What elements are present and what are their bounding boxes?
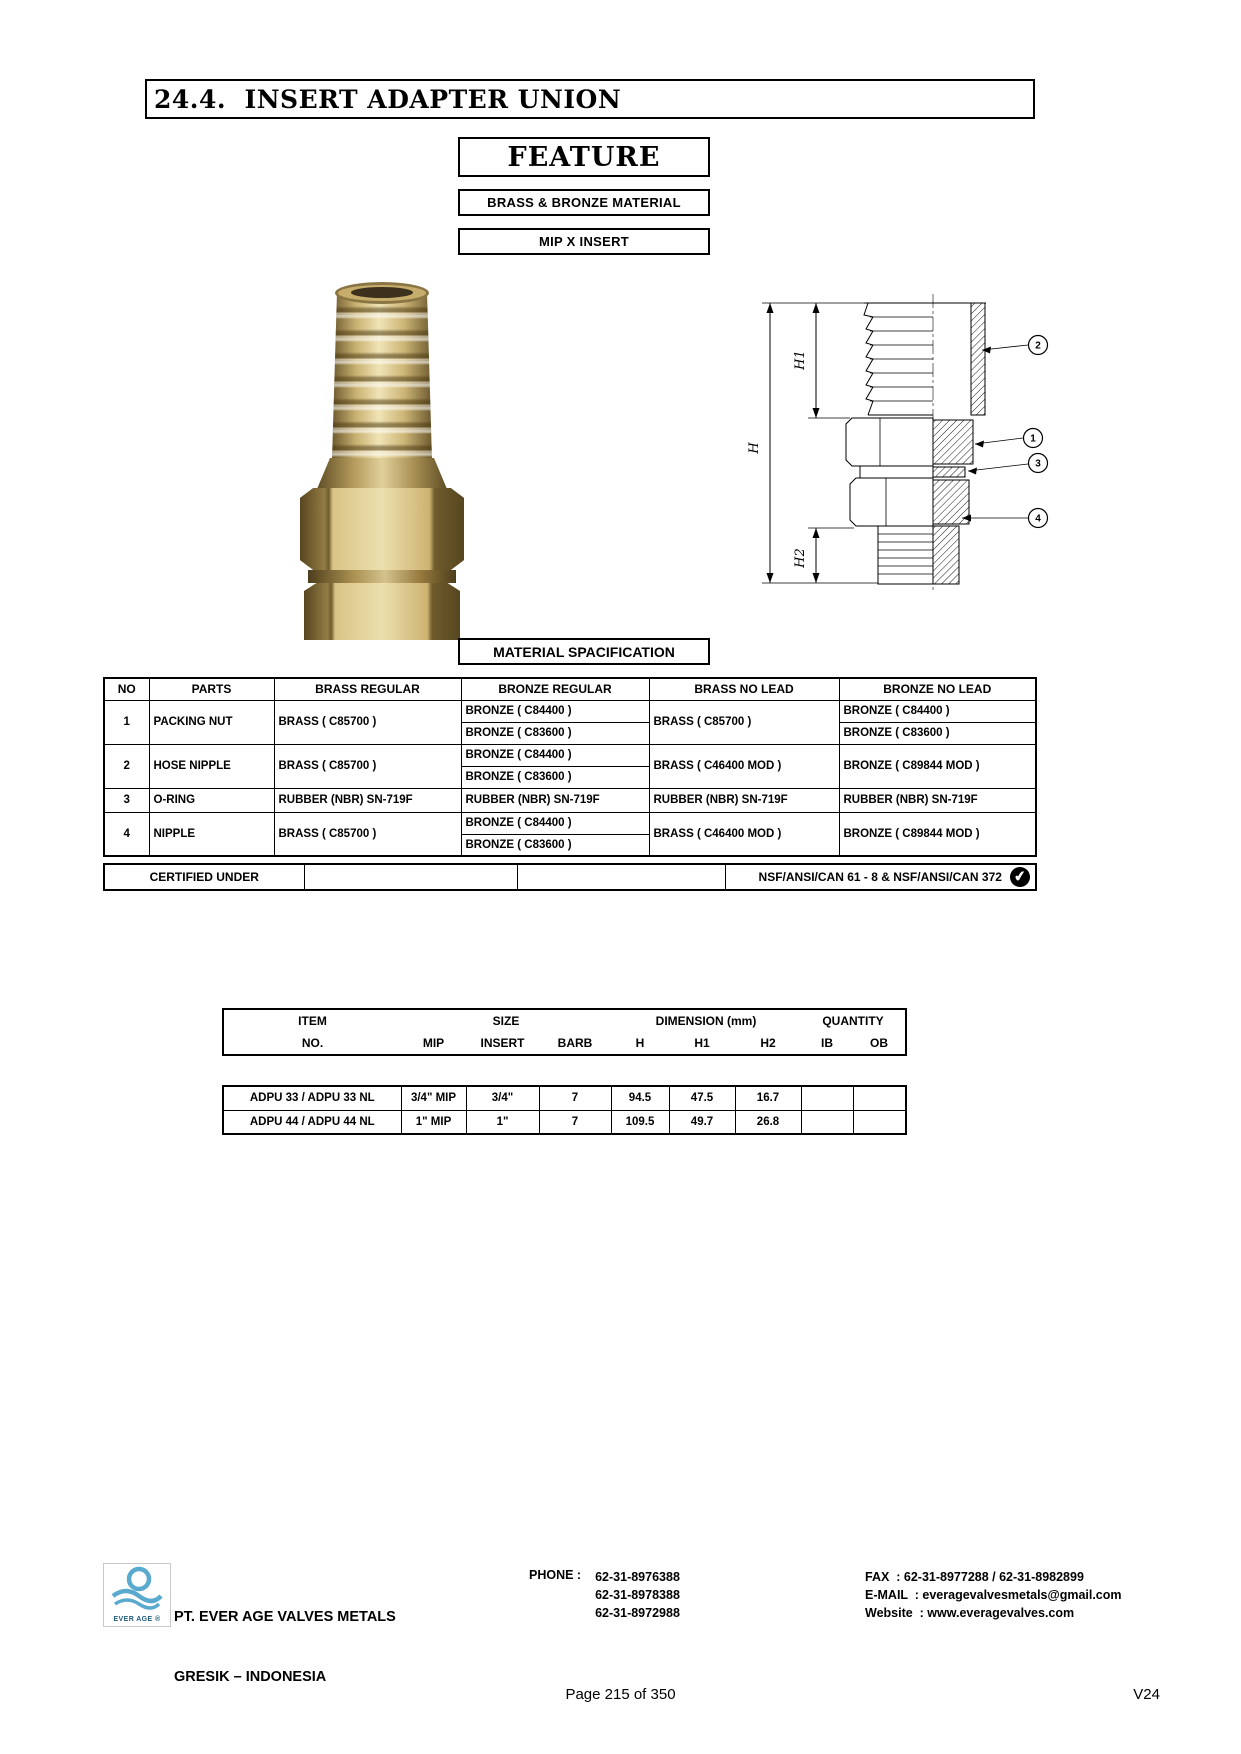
cell-mip: 1" MIP: [401, 1110, 466, 1134]
col-header-bronze-regular: BRONZE REGULAR: [461, 678, 649, 700]
certified-empty-cell: [517, 864, 725, 890]
company-info: [174, 1567, 396, 1727]
cell-bronze-regular: BRONZE ( C84400 ): [461, 812, 649, 834]
cell-h: 109.5: [611, 1110, 669, 1134]
material-spec-heading: MATERIAL SPACIFICATION: [458, 638, 710, 665]
cell-ob: [853, 1110, 906, 1134]
col-header-mip: MIP: [422, 1036, 445, 1050]
table-row: [223, 1086, 906, 1110]
thread-outline: [878, 526, 933, 584]
cell-no: 2: [104, 744, 149, 788]
cell-brass-no-lead: BRASS ( C85700 ): [649, 700, 839, 744]
group-header-dimension: DIMENSION (mm): [655, 1014, 757, 1028]
col-header-bronze-no-lead: BRONZE NO LEAD: [839, 678, 1036, 700]
group-header-row: [223, 1009, 906, 1032]
barb-section-wall: [971, 303, 985, 415]
cell-parts: HOSE NIPPLE: [149, 744, 274, 788]
cell-bronze-no-lead: RUBBER (NBR) SN-719F: [839, 788, 1036, 812]
cell-h2: 16.7: [735, 1086, 801, 1110]
col-header-item-no: NO.: [301, 1036, 324, 1050]
cell-bronze-no-lead: BRONZE ( C89844 MOD ): [839, 744, 1036, 788]
table-row: [223, 1110, 906, 1134]
cell-h: 94.5: [611, 1086, 669, 1110]
packing-nut-outline: [846, 418, 933, 466]
section-title: 24.4. INSERT ADAPTER UNION: [145, 79, 1035, 119]
contact-block: [865, 1568, 1122, 1622]
group-header-item: ITEM: [298, 1014, 327, 1028]
photo-union-ring: [308, 570, 456, 583]
cell-bronze-no-lead: BRONZE ( C84400 ): [839, 700, 1036, 722]
everage-logo-mark: [105, 1564, 169, 1610]
col-header-insert: INSERT: [480, 1036, 525, 1050]
table-row: [104, 700, 1036, 722]
table-row: [104, 788, 1036, 812]
cell-no: 3: [104, 788, 149, 812]
cell-bronze-no-lead: BRONZE ( C89844 MOD ): [839, 812, 1036, 856]
cell-bronze-regular: BRONZE ( C84400 ): [461, 700, 649, 722]
cell-brass-no-lead: BRASS ( C46400 MOD ): [649, 812, 839, 856]
spec-data-table: [222, 1085, 907, 1135]
certification-table: [103, 863, 1037, 891]
fax-line: FAX : 62-31-8977288 / 62-31-8982899: [865, 1570, 1084, 1584]
col-header-ob: OB: [870, 1036, 889, 1050]
col-header-h1: H1: [694, 1036, 710, 1050]
cell-item-no: ADPU 44 / ADPU 44 NL: [223, 1110, 401, 1134]
cell-ib: [801, 1086, 853, 1110]
callout-2-number: 2: [1035, 340, 1041, 352]
email-line: E-MAIL : everagevalvesmetals@gmail.com: [865, 1588, 1122, 1602]
phone-numbers: [595, 1568, 680, 1622]
material-spec-table: [103, 677, 1037, 857]
cell-parts: O-RING: [149, 788, 274, 812]
everage-logo: [103, 1563, 171, 1627]
phone-block: [529, 1568, 680, 1622]
website-line: Website : www.everagevalves.com: [865, 1606, 1075, 1620]
cell-brass-regular: BRASS ( C85700 ): [274, 812, 461, 856]
cell-ib: [801, 1110, 853, 1134]
table-row: [104, 744, 1036, 766]
cell-h2: 26.8: [735, 1110, 801, 1134]
cell-ob: [853, 1086, 906, 1110]
photo-bore-hole: [351, 287, 413, 298]
certified-standards-cell: [725, 864, 1036, 890]
photo-barb-section: [332, 292, 432, 460]
col-header-parts: PARTS: [149, 678, 274, 700]
o-ring-section: [933, 467, 965, 477]
callout-4-number: 4: [1035, 513, 1041, 525]
photo-hex-nut-lower: [304, 583, 460, 640]
cell-bronze-regular: BRONZE ( C83600 ): [461, 834, 649, 856]
cell-brass-regular: RUBBER (NBR) SN-719F: [274, 788, 461, 812]
col-header-no: NO: [104, 678, 149, 700]
callout-3-number: 3: [1035, 458, 1041, 470]
spec-header-table: [222, 1008, 907, 1056]
photo-collar: [317, 458, 447, 489]
phone-number: 62-31-8972988: [595, 1606, 680, 1620]
cell-h1: 47.5: [669, 1086, 735, 1110]
packing-nut-section: [933, 420, 973, 464]
cell-bronze-regular: BRONZE ( C83600 ): [461, 766, 649, 788]
phone-label: PHONE :: [529, 1568, 582, 1582]
material-header-row: [104, 678, 1036, 700]
certified-under-label: CERTIFIED UNDER: [104, 864, 304, 890]
callout-1-number: 1: [1030, 433, 1036, 445]
page-number: Page 215 of 350: [565, 1686, 676, 1703]
technical-drawing: [728, 288, 1058, 598]
cell-no: 1: [104, 700, 149, 744]
col-header-brass-no-lead: BRASS NO LEAD: [649, 678, 839, 700]
material-badge: BRASS & BRONZE MATERIAL: [458, 189, 710, 216]
phone-number: 62-31-8976388: [595, 1570, 680, 1584]
col-header-brass-regular: BRASS REGULAR: [274, 678, 461, 700]
certified-standards-text: NSF/ANSI/CAN 61 - 8 & NSF/ANSI/CAN 372: [758, 870, 1002, 884]
everage-logo-text: EVER AGE ®: [113, 1616, 161, 1623]
catalog-version: V24: [1133, 1686, 1160, 1703]
column-header-row: [223, 1032, 906, 1055]
col-header-barb: BARB: [557, 1036, 593, 1050]
cell-mip: 3/4" MIP: [401, 1086, 466, 1110]
certified-empty-cell: [304, 864, 517, 890]
col-header-h2: H2: [760, 1036, 776, 1050]
cell-barb: 7: [539, 1110, 611, 1134]
cell-barb: 7: [539, 1086, 611, 1110]
thread-section: [933, 526, 959, 584]
col-header-ib: IB: [821, 1036, 834, 1050]
dim-label-h2: H2: [793, 548, 808, 568]
cell-insert: 1": [466, 1110, 539, 1134]
cell-insert: 3/4": [466, 1086, 539, 1110]
dim-label-h1: H1: [793, 350, 808, 370]
phone-number: 62-31-8978388: [595, 1588, 680, 1602]
cell-bronze-no-lead: BRONZE ( C83600 ): [839, 722, 1036, 744]
company-name: PT. EVER AGE VALVES METALS: [174, 1609, 396, 1625]
cell-brass-regular: BRASS ( C85700 ): [274, 700, 461, 744]
cell-bronze-regular: BRONZE ( C84400 ): [461, 744, 649, 766]
cell-brass-no-lead: BRASS ( C46400 MOD ): [649, 744, 839, 788]
feature-heading: FEATURE: [458, 137, 710, 177]
cell-h1: 49.7: [669, 1110, 735, 1134]
cell-parts: NIPPLE: [149, 812, 274, 856]
connection-badge: MIP X INSERT: [458, 228, 710, 255]
dim-label-h: H: [747, 442, 762, 454]
cell-bronze-regular: BRONZE ( C83600 ): [461, 722, 649, 744]
product-photo: [273, 282, 491, 640]
cell-brass-regular: BRASS ( C85700 ): [274, 744, 461, 788]
cell-no: 4: [104, 812, 149, 856]
table-row: [104, 864, 1036, 890]
cell-brass-no-lead: RUBBER (NBR) SN-719F: [649, 788, 839, 812]
company-location: GRESIK – INDONESIA: [174, 1669, 327, 1685]
nsf-certification-icon: ✔: [1009, 866, 1032, 889]
photo-hex-nut-upper: [300, 488, 464, 570]
group-header-size: SIZE: [492, 1014, 520, 1028]
cell-item-no: ADPU 33 / ADPU 33 NL: [223, 1086, 401, 1110]
nipple-nut-outline: [850, 478, 933, 526]
cell-bronze-regular: RUBBER (NBR) SN-719F: [461, 788, 649, 812]
group-header-quantity: QUANTITY: [822, 1014, 884, 1028]
col-header-h: H: [635, 1036, 645, 1050]
cell-parts: PACKING NUT: [149, 700, 274, 744]
table-row: [104, 812, 1036, 834]
